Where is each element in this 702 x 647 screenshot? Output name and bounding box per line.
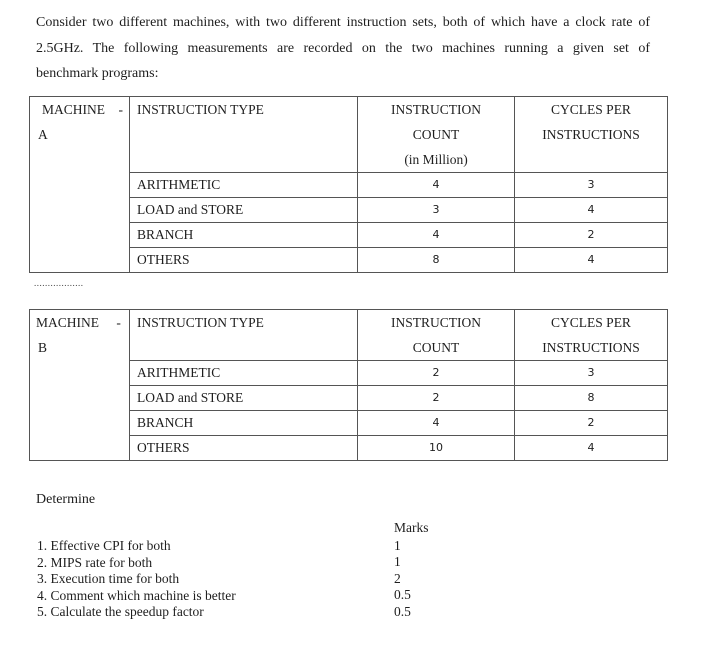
question-item: 5. Calculate the speedup factor: [37, 604, 204, 620]
machine-b-label: [30, 310, 130, 461]
instruction-count-cell: 8: [358, 248, 515, 273]
machine-a-cpi-header-1: CYCLES PER: [551, 102, 631, 117]
instruction-count-cell: 4: [358, 223, 515, 248]
instruction-type-cell: LOAD and STORE: [130, 386, 358, 411]
marks-heading: Marks: [394, 520, 429, 535]
machine-b-cpi-header-1: CYCLES PER: [551, 315, 631, 330]
cpi-cell: 8: [515, 386, 668, 411]
instruction-count-cell: 4: [358, 173, 515, 198]
machine-b-type-header: INSTRUCTION TYPE: [130, 310, 358, 361]
instruction-count-cell: 2: [358, 386, 515, 411]
intro-paragraph: [36, 10, 650, 87]
machine-a-letter: A: [38, 127, 48, 142]
separator-dots: ..................: [34, 278, 84, 288]
machine-a-label-word: MACHINE: [42, 102, 105, 117]
instruction-count-cell: 4: [358, 411, 515, 436]
marks-item: 0.5: [394, 603, 411, 619]
instruction-type-cell: OTHERS: [130, 436, 358, 461]
machine-b-label-dash: -: [116, 315, 121, 330]
cpi-cell: 2: [515, 223, 668, 248]
machine-a-header-row: [30, 97, 668, 173]
machine-a-type-header: INSTRUCTION TYPE: [130, 97, 358, 173]
intro-line-2: 2.5GHz. The following measurements are recorded on the two machines running a given set of: [36, 40, 650, 56]
instruction-type-cell: BRANCH: [130, 411, 358, 436]
cpi-cell: 2: [515, 411, 668, 436]
machine-b-count-header-2: COUNT: [412, 340, 460, 355]
question-item: 4. Comment which machine is better: [37, 587, 236, 603]
question-list: [37, 538, 236, 621]
intro-line-3: benchmark programs:: [36, 66, 159, 81]
machine-a-count-header-1: INSTRUCTION: [391, 102, 481, 117]
question-item: 3. Execution time for both: [37, 571, 180, 587]
instruction-type-cell: OTHERS: [130, 248, 358, 273]
instruction-type-cell: ARITHMETIC: [130, 173, 358, 198]
cpi-cell: 3: [515, 361, 668, 386]
machine-a-count-header-3: (in Million): [404, 152, 468, 167]
marks-item: 1: [394, 537, 401, 553]
machine-b-letter: B: [38, 340, 48, 355]
machine-a-table: [29, 96, 668, 273]
machine-a-label: [30, 97, 130, 273]
marks-column: [394, 520, 429, 621]
machine-a-label-dash: -: [118, 102, 123, 117]
instruction-count-cell: 2: [358, 361, 515, 386]
machine-b-cpi-header: [515, 310, 668, 361]
instruction-count-cell: 10: [358, 436, 515, 461]
cpi-cell: 4: [515, 436, 668, 461]
instruction-type-cell: ARITHMETIC: [130, 361, 358, 386]
determine-heading: Determine: [36, 492, 96, 507]
machine-a-count-header-2: COUNT: [412, 127, 460, 142]
machine-b-label-word: MACHINE: [36, 315, 99, 330]
cpi-cell: 4: [515, 198, 668, 223]
machine-a-cpi-header: [515, 97, 668, 173]
instruction-type-cell: LOAD and STORE: [130, 198, 358, 223]
question-item: 1. Effective CPI for both: [37, 538, 171, 553]
marks-item: 0.5: [394, 587, 411, 603]
cpi-cell: 3: [515, 173, 668, 198]
instruction-count-cell: 3: [358, 198, 515, 223]
marks-item: 1: [394, 554, 401, 570]
machine-a-cpi-header-2: INSTRUCTIONS: [542, 127, 640, 142]
cpi-cell: 4: [515, 248, 668, 273]
machine-b-cpi-header-2: INSTRUCTIONS: [542, 340, 640, 355]
machine-b-count-header: [358, 310, 515, 361]
question-item: 2. MIPS rate for both: [37, 554, 153, 570]
machine-b-header-row: [30, 310, 668, 361]
marks-item: 2: [394, 570, 401, 586]
instruction-type-cell: BRANCH: [130, 223, 358, 248]
machine-a-count-header: [358, 97, 515, 173]
intro-line-1: Consider two different machines, with two different instruction sets, both of which have a clock rate of: [36, 15, 650, 30]
machine-b-count-header-1: INSTRUCTION: [391, 315, 481, 330]
machine-b-table: [29, 309, 668, 461]
